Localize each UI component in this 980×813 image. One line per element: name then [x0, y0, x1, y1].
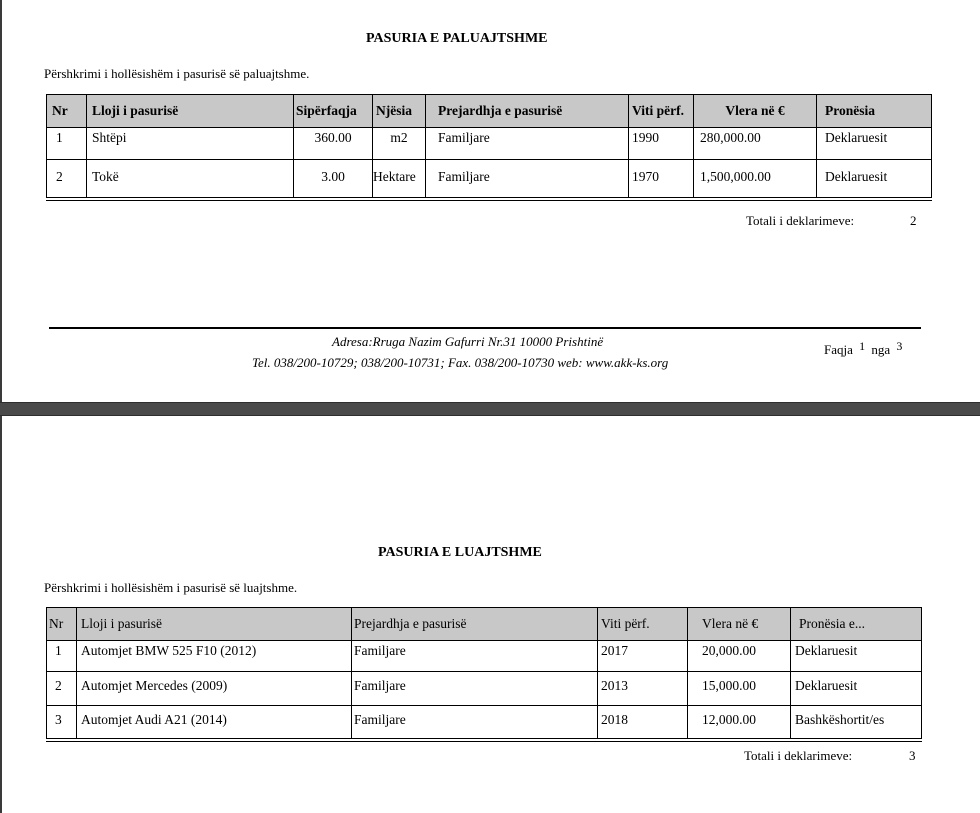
table-cell: Deklaruesit	[817, 160, 932, 199]
table-cell: 2018	[598, 706, 688, 740]
table-row	[47, 641, 922, 672]
footer-contacts: Tel. 038/200-10729; 038/200-10731; Fax. 038/200-10730 web: www.akk-ks.org	[252, 355, 669, 370]
table-cell: Tokë	[87, 160, 294, 199]
table-cell: 360.00	[294, 128, 373, 160]
footer-divider	[49, 327, 921, 329]
table-row	[47, 160, 932, 199]
total-label: Totali i deklarimeve:	[746, 213, 855, 228]
table-cell: Deklaruesit	[817, 128, 932, 160]
movable-property-table	[46, 607, 922, 742]
total-label: Totali i deklarimeve:	[744, 748, 853, 763]
column-header: Vlera në €	[694, 95, 817, 128]
table-cell: 3	[47, 706, 77, 740]
immovable-property-table	[46, 94, 932, 201]
page-separator	[0, 402, 980, 416]
table-cell: 1970	[629, 160, 694, 199]
table-cell: m2	[373, 128, 426, 160]
pager-total: 3	[896, 339, 903, 353]
table-cell: Familjare	[426, 160, 629, 199]
column-header: Lloji i pasurisë	[87, 95, 294, 128]
declarations-total	[744, 748, 919, 764]
document-page-2	[0, 416, 980, 813]
column-header: Nr	[47, 95, 87, 128]
pager-label: Faqja	[824, 342, 853, 357]
table-cell: 2	[47, 160, 87, 199]
table-cell: Deklaruesit	[791, 672, 922, 706]
table-cell: Familjare	[352, 672, 598, 706]
section-title: PASURIA E LUAJTSHME	[378, 545, 542, 560]
column-header: Lloji i pasurisë	[77, 608, 352, 641]
total-value: 2	[910, 213, 917, 228]
table-cell: Familjare	[352, 706, 598, 740]
section-title: PASURIA E PALUAJTSHME	[366, 31, 548, 46]
declarations-total	[746, 213, 921, 229]
column-header: Nr	[47, 608, 77, 641]
column-header: Pronësia	[817, 95, 932, 128]
column-header: Vlera në €	[688, 608, 791, 641]
footer-address: Adresa:Rruga Nazim Gafurri Nr.31 10000 Prishtinë	[332, 334, 604, 349]
column-header: Viti përf.	[598, 608, 688, 641]
pager-current: 1	[859, 339, 866, 353]
page-number	[824, 339, 905, 358]
table-row	[47, 128, 932, 160]
table-row	[47, 706, 922, 740]
column-header: Prejardhja e pasurisë	[352, 608, 598, 641]
table-cell: Familjare	[352, 641, 598, 672]
table-cell: 15,000.00	[688, 672, 791, 706]
table-cell: Automjet Mercedes (2009)	[77, 672, 352, 706]
table-cell: Familjare	[426, 128, 629, 160]
table-cell: Deklaruesit	[791, 641, 922, 672]
table-cell: Shtëpi	[87, 128, 294, 160]
column-header: Njësia	[373, 95, 426, 128]
table-cell: 12,000.00	[688, 706, 791, 740]
table-header-row	[47, 95, 932, 128]
table-cell: 1990	[629, 128, 694, 160]
table-header-row	[47, 608, 922, 641]
table-cell: 2	[47, 672, 77, 706]
table-cell: Bashkëshortit/es	[791, 706, 922, 740]
section-intro: Përshkrimi i hollësishëm i pasurisë së luajtshme.	[44, 580, 298, 595]
column-header: Pronësia e...	[791, 608, 922, 641]
table-cell: 1	[47, 641, 77, 672]
table-cell: 2013	[598, 672, 688, 706]
table-cell: Automjet Audi A21 (2014)	[77, 706, 352, 740]
table-cell: 2017	[598, 641, 688, 672]
column-header: Prejardhja e pasurisë	[426, 95, 629, 128]
table-cell: 20,000.00	[688, 641, 791, 672]
table-row	[47, 672, 922, 706]
document-page-1	[0, 0, 980, 402]
table-cell: 3.00	[294, 160, 373, 199]
column-header: Sipërfaqja	[294, 95, 373, 128]
column-header: Viti përf.	[629, 95, 694, 128]
section-intro: Përshkrimi i hollësishëm i pasurisë së paluajtshme.	[44, 66, 310, 81]
table-cell: Hektare	[373, 160, 426, 199]
total-value: 3	[909, 748, 916, 763]
pager-of: nga	[871, 342, 891, 357]
table-cell: 280,000.00	[694, 128, 817, 160]
table-cell: 1	[47, 128, 87, 160]
table-cell: 1,500,000.00	[694, 160, 817, 199]
table-cell: Automjet BMW 525 F10 (2012)	[77, 641, 352, 672]
